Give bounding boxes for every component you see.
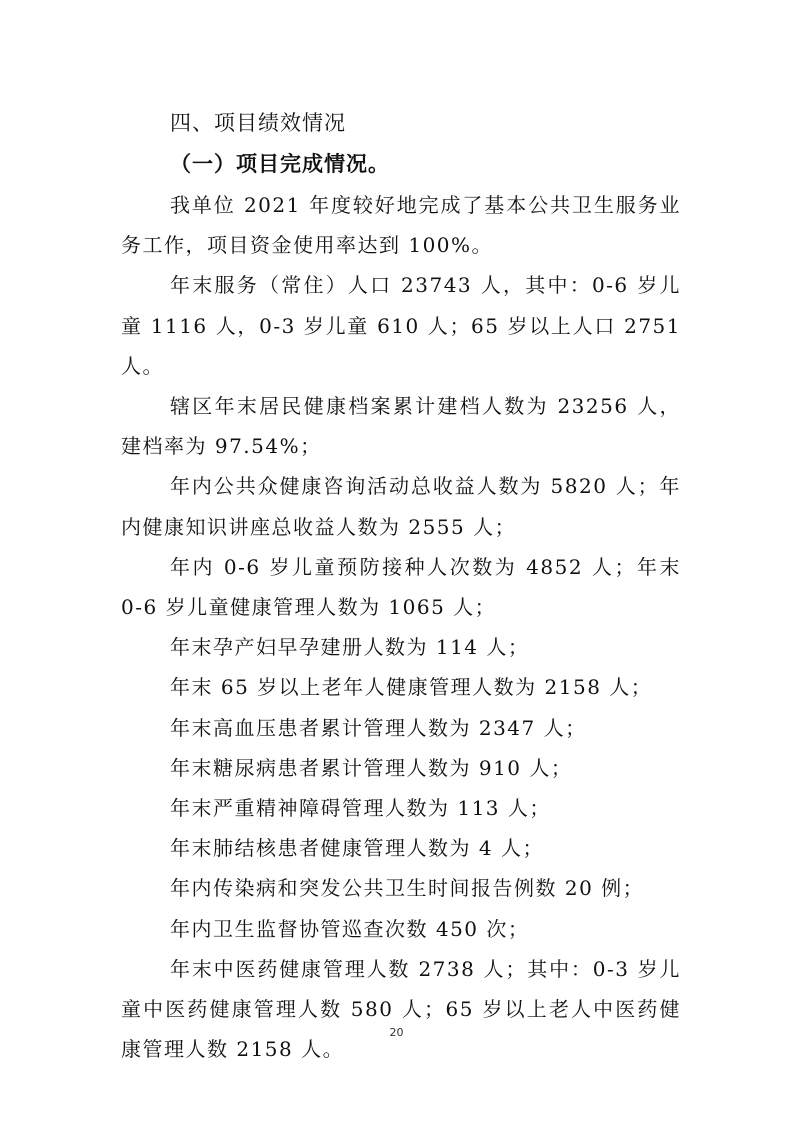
paragraph-hypertension: 年末高血压患者累计管理人数为 2347 人；	[170, 715, 587, 740]
paragraph-tuberculosis: 年末肺结核患者健康管理人数为 4 人；	[170, 836, 544, 861]
paragraph-health-supervision: 年内卫生监督协管巡查次数 450 次；	[170, 916, 530, 941]
paragraph-infectious-disease: 年内传染病和突发公共卫生时间报告例数 20 例；	[170, 876, 645, 901]
section-title: 四、项目绩效情况	[170, 111, 346, 135]
paragraph-mental-health: 年末严重精神障碍管理人数为 113 人；	[170, 796, 551, 821]
paragraph-completion-summary: 我单位 2021 年度较好地完成了基本公共卫生服务业务工作，项目资金使用率达到 100%。	[121, 193, 681, 258]
paragraph-maternal: 年末孕产妇早孕建册人数为 114 人；	[170, 635, 530, 660]
paragraph-health-records: 辖区年末居民健康档案累计建档人数为 23256 人，建档率为 97.54%；	[121, 394, 681, 459]
paragraph-elderly: 年末 65 岁以上老年人健康管理人数为 2158 人；	[170, 675, 653, 700]
page-number: 20	[389, 1026, 404, 1039]
paragraph-child-vaccination: 年内 0-6 岁儿童预防接种人次数为 4852 人；年末 0-6 岁儿童健康管理人数为 1065 人；	[121, 554, 681, 620]
paragraph-health-education: 年内公共众健康咨询活动总收益人数为 5820 人；年内健康知识讲座总收益人数为 2555 人；	[121, 474, 681, 539]
document-body	[121, 185, 681, 1069]
paragraph-tcm-management: 年末中医药健康管理人数 2738 人；其中：0-3 岁儿童中医药健康管理人数 580 人；65 岁以上老人中医药健康管理人数 2158 人。	[121, 956, 681, 1062]
subsection-title: （一）项目完成情况。	[170, 152, 390, 176]
paragraph-diabetes: 年末糖尿病患者累计管理人数为 910 人；	[170, 755, 573, 780]
paragraph-population: 年末服务（常住）人口 23743 人，其中：0-6 岁儿童 1116 人，0-3 岁儿童 610 人；65 岁以上人口 2751 人。	[121, 273, 681, 378]
